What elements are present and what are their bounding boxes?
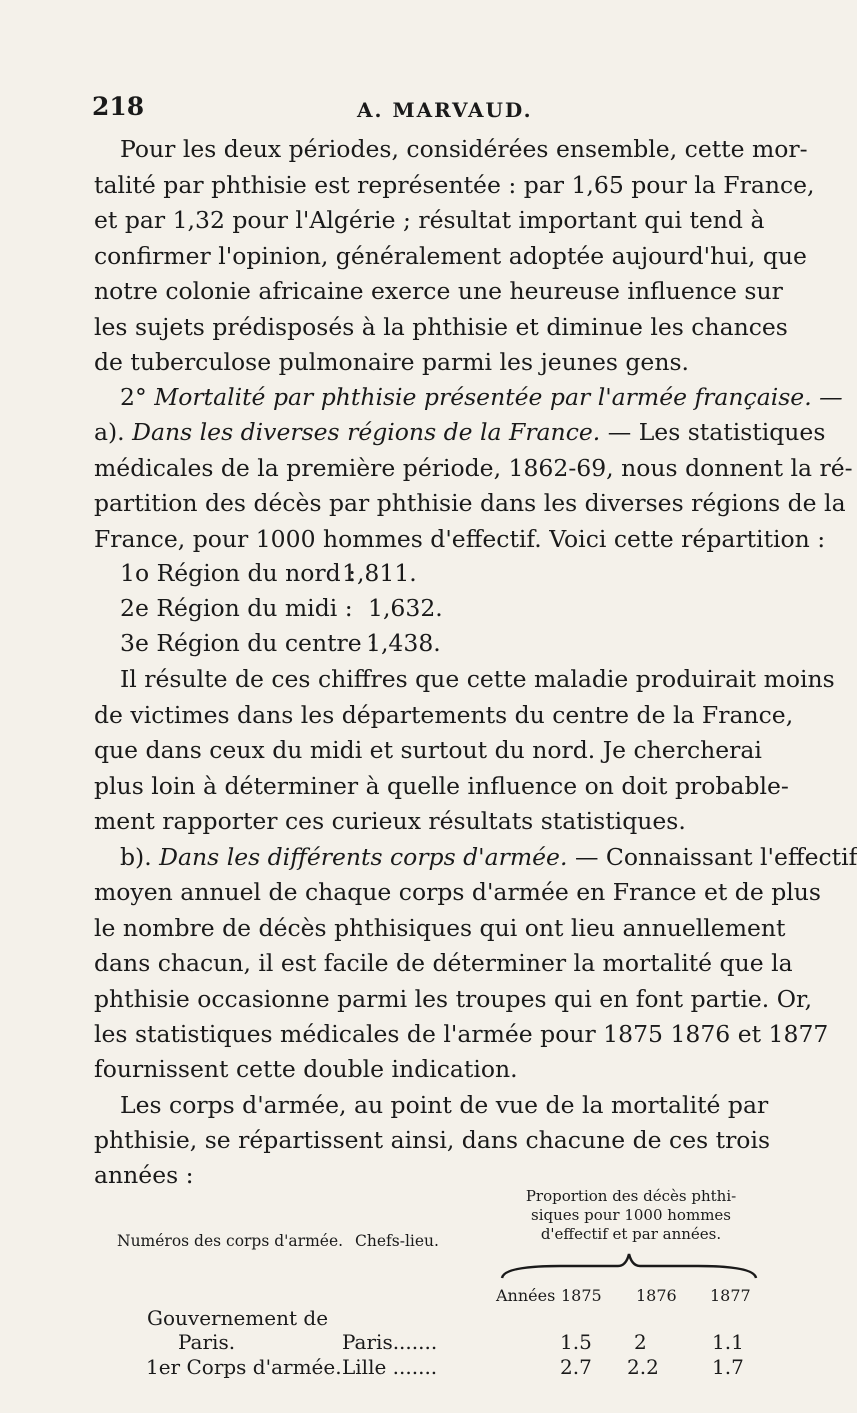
text-line: Les corps d'armée, au point de vue de la mortalité par: [120, 1091, 769, 1119]
text-line: notre colonie africaine exerce une heureuse influence sur: [94, 277, 783, 305]
text-line: phthisie occasionne parmi les troupes qui en font partie. Or,: [94, 985, 813, 1013]
row-corps: 1er Corps d'armée.: [146, 1355, 342, 1379]
subsection-lead: — Les statistiques: [607, 418, 826, 446]
row-value: 2: [634, 1330, 647, 1354]
row-corps: Paris.: [178, 1330, 236, 1354]
column-header-corps: Numéros des corps d'armée.: [117, 1232, 344, 1250]
text-line: que dans ceux du midi et surtout du nord. Je chercherai: [94, 736, 762, 764]
running-head: A. MARVAUD.: [357, 98, 533, 122]
text-line: Pour les deux périodes, considérées ensemble, cette mor-: [120, 135, 808, 163]
row-chef: Lille .......: [342, 1355, 438, 1379]
section-number: 2°: [120, 383, 147, 411]
text-line: dans chacun, il est facile de déterminer la mortalité que la: [94, 949, 793, 977]
row-value: 2.2: [627, 1355, 659, 1379]
text-line: moyen annuel de chaque corps d'armée en France et de plus: [94, 878, 821, 906]
text-line: fournissent cette double indication.: [94, 1055, 518, 1083]
page-number: 218: [92, 92, 145, 121]
column-header-chef: Chefs-lieu.: [355, 1232, 439, 1250]
section-title: Mortalité par phthisie présentée par l'armée française. —: [154, 383, 843, 411]
subsection-heading: [120, 840, 857, 874]
text-line: talité par phthisie est représentée : par 1,65 pour la France,: [94, 171, 815, 199]
row-value: 2.7: [560, 1355, 592, 1379]
subsection-title: Dans les diverses régions de la France.: [132, 418, 601, 446]
years-label: Années: [496, 1286, 556, 1305]
column-header-proportion: Proportion des décès phthi- siques pour 1000 hommes d'effectif et par années.: [525, 1187, 737, 1243]
text-line: de victimes dans les départements du centre de la France,: [94, 701, 794, 729]
text-line: partition des décès par phthisie dans les diverses régions de la: [94, 489, 846, 517]
row-chef: Paris.......: [342, 1330, 438, 1354]
row-value: 1.1: [712, 1330, 744, 1354]
text-line: ment rapporter ces curieux résultats statistiques.: [94, 807, 686, 835]
region-item: 3e Région du centre :1,438.: [120, 629, 441, 657]
subsection-label: a).: [94, 418, 125, 446]
year-1876: 1876: [636, 1286, 677, 1305]
subsection-heading: [94, 415, 826, 449]
text-line: de tuberculose pulmonaire parmi les jeunes gens.: [94, 348, 690, 376]
text-line: confirmer l'opinion, généralement adoptée aujourd'hui, que: [94, 242, 807, 270]
running-header: [92, 92, 762, 128]
text-line: années :: [94, 1161, 194, 1189]
text-line: les sujets prédisposés à la phthisie et diminue les chances: [94, 313, 788, 341]
subsection-label: b).: [120, 843, 152, 871]
brace-icon: [500, 1252, 758, 1280]
region-item: 1o Région du nord :1,811.: [120, 559, 417, 587]
group-label: Gouvernement de: [147, 1306, 329, 1330]
year-1877: 1877: [710, 1286, 751, 1305]
text-line: les statistiques médicales de l'armée pour 1875 1876 et 1877: [94, 1020, 829, 1048]
row-value: 1.5: [560, 1330, 592, 1354]
subsection-title: Dans les différents corps d'armée.: [159, 843, 568, 871]
text-line: et par 1,32 pour l'Algérie ; résultat important qui tend à: [94, 206, 765, 234]
region-item: 2e Région du midi : 1,632.: [120, 594, 443, 622]
section-heading: [120, 380, 843, 414]
subsection-lead: — Connaissant l'effectif: [574, 843, 857, 871]
text-line: France, pour 1000 hommes d'effectif. Voici cette répartition :: [94, 525, 826, 553]
text-line: Il résulte de ces chiffres que cette maladie produirait moins: [120, 665, 835, 693]
row-value: 1.7: [712, 1355, 744, 1379]
text-line: plus loin à déterminer à quelle influence on doit probable-: [94, 772, 789, 800]
text-line: phthisie, se répartissent ainsi, dans chacune de ces trois: [94, 1126, 771, 1154]
text-line: le nombre de décès phthisiques qui ont lieu annuellement: [94, 914, 786, 942]
year-1875: 1875: [561, 1286, 602, 1305]
text-line: médicales de la première période, 1862-69, nous donnent la ré-: [94, 454, 853, 482]
